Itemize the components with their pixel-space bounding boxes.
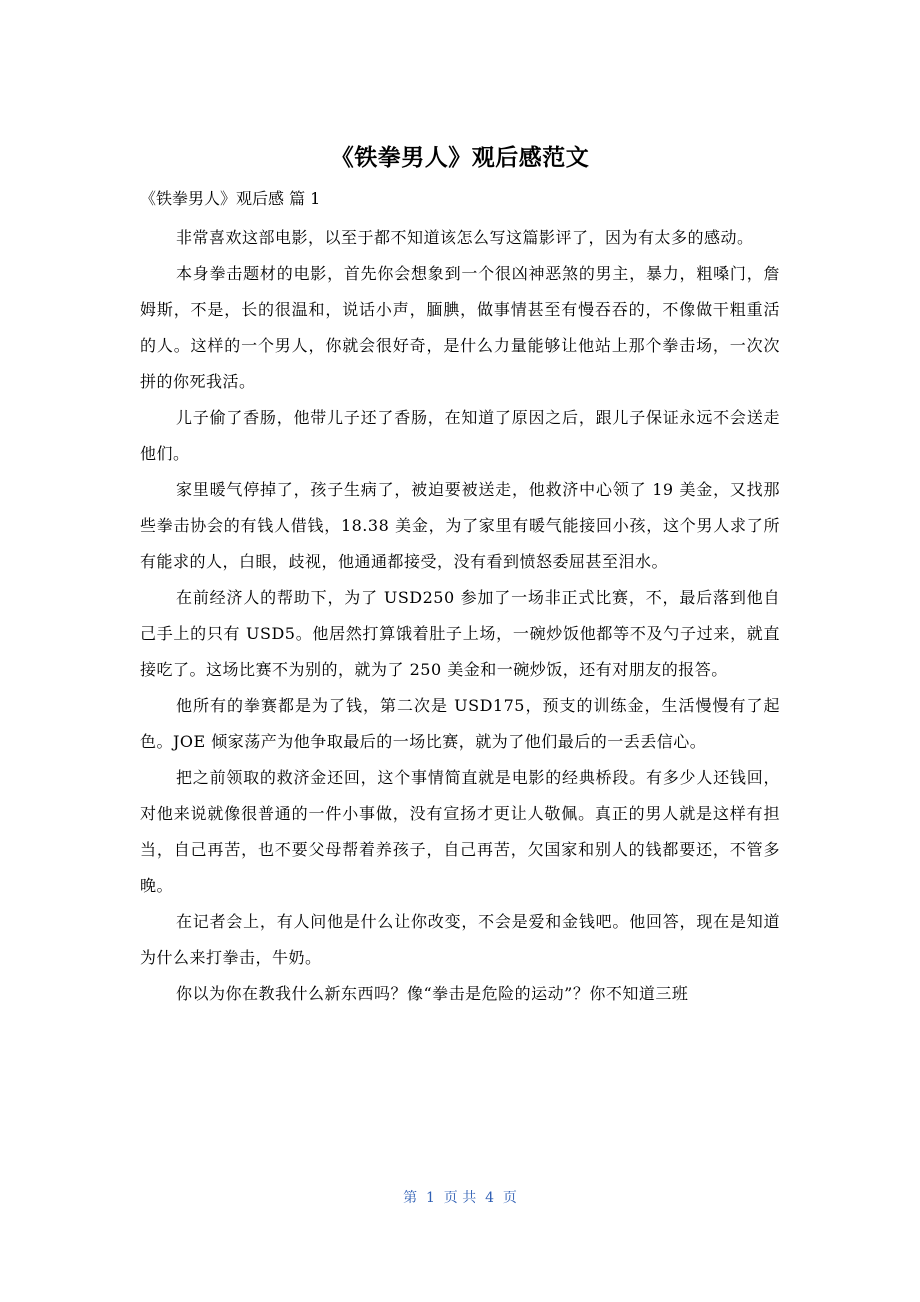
paragraph: 在记者会上，有人问他是什么让你改变，不会是爱和金钱吧。他回答，现在是知道为什么来打拳击，牛奶。 — [140, 912, 780, 967]
paragraph: 他所有的拳赛都是为了钱，第二次是 USD175，预支的训练金，生活慢慢有了起色。JOE 倾家荡产为他争取最后的一场比赛，就为了他们最后的一丢丢信心。 — [140, 696, 780, 751]
paragraph: 你以为你在教我什么新东西吗？像“拳击是危险的运动”？你不知道三班 — [176, 984, 689, 1003]
paragraph: 在前经济人的帮助下，为了 USD250 参加了一场非正式比赛，不，最后落到他自己手上的只有 USD5。他居然打算饿着肚子上场，一碗炒饭他都等不及勺子过来，就直接吃了。这场比赛不为别的，就为了 250 美金和一碗炒饭，还有对朋友的报答。 — [140, 588, 780, 679]
page-number-footer: 第 1 页 共 4 页 — [403, 1190, 517, 1206]
paragraph: 非常喜欢这部电影，以至于都不知道该怎么写这篇影评了，因为有太多的感动。 — [176, 228, 754, 247]
paragraph: 本身拳击题材的电影，首先你会想象到一个很凶神恶煞的男主，暴力，粗嗓门，詹姆斯，不是，长的很温和，说话小声，腼腆，做事情甚至有慢吞吞的，不像做干粗重活的人。这样的一个男人，你就会很好奇，是什么力量能够让他站上那个拳击场，一次次拼的你死我活。 — [140, 264, 780, 391]
paragraph: 把之前领取的救济金还回，这个事情简直就是电影的经典桥段。有多少人还钱回，对他来说就像很普通的一件小事做，没有宣扬才更让人敬佩。真正的男人就是这样有担当，自己再苦，也不要父母帮着养孩子，自己再苦，欠国家和别人的钱都要还，不管多晚。 — [140, 768, 780, 895]
paragraph: 家里暖气停掉了，孩子生病了，被迫要被送走，他救济中心领了 19 美金，又找那些拳击协会的有钱人借钱，18.38 美金，为了家里有暖气能接回小孩，这个男人求了所有能求的人，白眼，歧视，他通通都接受，没有看到愤怒委屈甚至泪水。 — [140, 480, 780, 571]
paragraph: 儿子偷了香肠，他带儿子还了香肠，在知道了原因之后，跟儿子保证永远不会送走他们。 — [140, 408, 780, 463]
document-title: 《铁拳男人》观后感范文 — [330, 145, 590, 171]
section-heading: 《铁拳男人》观后感 篇 1 — [140, 189, 321, 208]
document-body — [140, 220, 780, 1012]
